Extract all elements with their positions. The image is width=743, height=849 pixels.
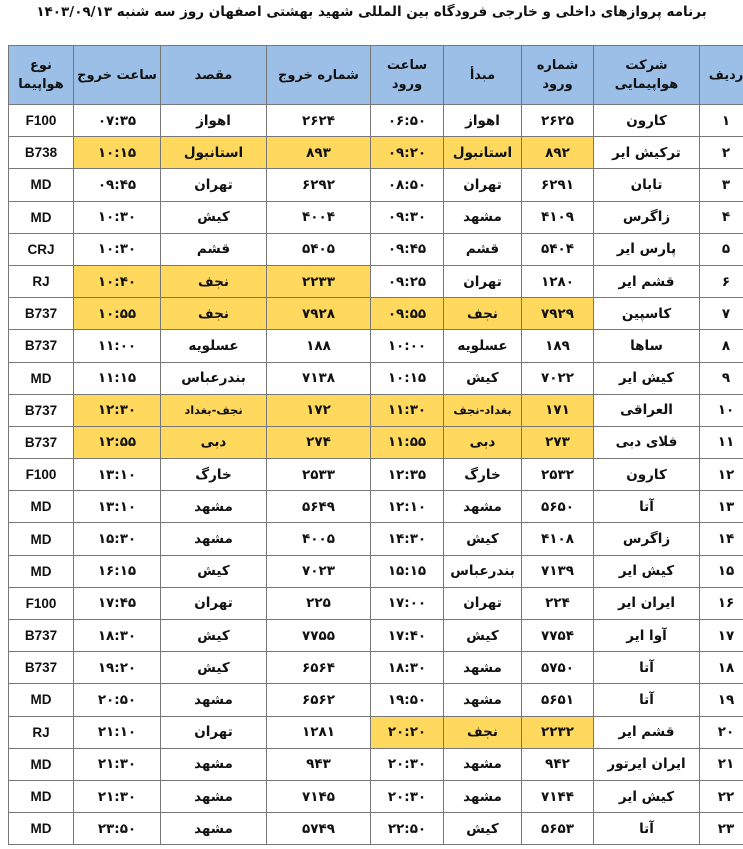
cell-airline: کاسپین bbox=[594, 298, 700, 330]
cell-arrival-number: ۷۰۲۲ bbox=[522, 362, 594, 394]
header-arrival-number: شماره ورود bbox=[522, 46, 594, 105]
cell-aircraft-type: MD bbox=[9, 748, 74, 780]
cell-arrival-time: ۱۷:۰۰ bbox=[371, 587, 444, 619]
table-row bbox=[9, 523, 743, 555]
table-row bbox=[9, 684, 743, 716]
cell-arrival-time: ۱۴:۳۰ bbox=[371, 523, 444, 555]
cell-airline: کارون bbox=[594, 105, 700, 137]
cell-arrival-number: ۲۵۳۲ bbox=[522, 459, 594, 491]
cell-arrival-time: ۲۲:۵۰ bbox=[371, 813, 444, 845]
table-row bbox=[9, 620, 743, 652]
cell-aircraft-type: MD bbox=[9, 813, 74, 845]
cell-departure-number: ۲۷۴ bbox=[267, 426, 371, 458]
cell-airline: کیش ایر bbox=[594, 780, 700, 812]
cell-departure-number: ۷۰۲۳ bbox=[267, 555, 371, 587]
cell-arrival-number: ۹۴۲ bbox=[522, 748, 594, 780]
cell-airline: العراقی bbox=[594, 394, 700, 426]
cell-arrival-time: ۱۷:۴۰ bbox=[371, 620, 444, 652]
cell-departure-time: ۱۲:۵۵ bbox=[74, 426, 161, 458]
cell-airline: فلای دبی bbox=[594, 426, 700, 458]
table-row bbox=[9, 298, 743, 330]
cell-arrival-time: ۲۰:۲۰ bbox=[371, 716, 444, 748]
cell-aircraft-type: F100 bbox=[9, 459, 74, 491]
table-row bbox=[9, 716, 743, 748]
cell-destination: تهران bbox=[161, 169, 267, 201]
cell-origin: کیش bbox=[444, 813, 522, 845]
table-row bbox=[9, 233, 743, 265]
cell-departure-time: ۲۱:۳۰ bbox=[74, 748, 161, 780]
cell-arrival-number: ۷۱۴۴ bbox=[522, 780, 594, 812]
flight-schedule-table bbox=[8, 45, 743, 845]
cell-airline: آوا ایر bbox=[594, 620, 700, 652]
cell-origin: خارگ bbox=[444, 459, 522, 491]
cell-airline: کیش ایر bbox=[594, 362, 700, 394]
cell-arrival-number: ۵۷۵۰ bbox=[522, 652, 594, 684]
cell-arrival-time: ۰۹:۲۵ bbox=[371, 265, 444, 297]
cell-arrival-time: ۲۰:۳۰ bbox=[371, 748, 444, 780]
table-row bbox=[9, 137, 743, 169]
cell-arrival-number: ۴۱۰۹ bbox=[522, 201, 594, 233]
cell-departure-time: ۰۹:۴۵ bbox=[74, 169, 161, 201]
cell-destination: نجف bbox=[161, 298, 267, 330]
cell-departure-number: ۷۷۵۵ bbox=[267, 620, 371, 652]
cell-destination: دبی bbox=[161, 426, 267, 458]
cell-departure-time: ۲۱:۱۰ bbox=[74, 716, 161, 748]
cell-origin: کیش bbox=[444, 523, 522, 555]
cell-aircraft-type: B737 bbox=[9, 298, 74, 330]
cell-departure-time: ۱۸:۳۰ bbox=[74, 620, 161, 652]
cell-row-number: ۱۴ bbox=[700, 523, 743, 555]
table-row bbox=[9, 748, 743, 780]
table-row bbox=[9, 652, 743, 684]
table-row bbox=[9, 813, 743, 845]
cell-arrival-time: ۰۹:۲۰ bbox=[371, 137, 444, 169]
cell-departure-time: ۱۱:۰۰ bbox=[74, 330, 161, 362]
cell-aircraft-type: B737 bbox=[9, 330, 74, 362]
cell-row-number: ۱۸ bbox=[700, 652, 743, 684]
table-row bbox=[9, 394, 743, 426]
cell-airline: قشم ایر bbox=[594, 265, 700, 297]
cell-airline: ساها bbox=[594, 330, 700, 362]
cell-row-number: ۱۰ bbox=[700, 394, 743, 426]
table-row bbox=[9, 555, 743, 587]
cell-departure-number: ۵۷۴۹ bbox=[267, 813, 371, 845]
cell-aircraft-type: MD bbox=[9, 169, 74, 201]
cell-origin: بندرعباس bbox=[444, 555, 522, 587]
cell-row-number: ۷ bbox=[700, 298, 743, 330]
cell-destination: قشم bbox=[161, 233, 267, 265]
cell-arrival-number: ۱۸۹ bbox=[522, 330, 594, 362]
cell-airline: تابان bbox=[594, 169, 700, 201]
cell-departure-time: ۱۱:۱۵ bbox=[74, 362, 161, 394]
cell-aircraft-type: RJ bbox=[9, 716, 74, 748]
cell-origin: بغداد-نجف bbox=[444, 394, 522, 426]
cell-aircraft-type: B737 bbox=[9, 426, 74, 458]
cell-departure-number: ۲۵۳۳ bbox=[267, 459, 371, 491]
cell-aircraft-type: F100 bbox=[9, 105, 74, 137]
cell-departure-number: ۱۷۲ bbox=[267, 394, 371, 426]
cell-departure-number: ۱۸۸ bbox=[267, 330, 371, 362]
cell-departure-number: ۲۶۲۴ bbox=[267, 105, 371, 137]
cell-departure-time: ۱۰:۵۵ bbox=[74, 298, 161, 330]
header-airline: شرکت هواپیمایی bbox=[594, 46, 700, 105]
cell-destination: نجف bbox=[161, 265, 267, 297]
cell-airline: زاگرس bbox=[594, 201, 700, 233]
cell-arrival-time: ۱۰:۱۵ bbox=[371, 362, 444, 394]
cell-origin: اهواز bbox=[444, 105, 522, 137]
header-row-number: ردیف bbox=[700, 46, 743, 105]
cell-destination: تهران bbox=[161, 587, 267, 619]
cell-row-number: ۸ bbox=[700, 330, 743, 362]
header-destination: مقصد bbox=[161, 46, 267, 105]
cell-departure-time: ۱۰:۴۰ bbox=[74, 265, 161, 297]
cell-arrival-number: ۷۱۳۹ bbox=[522, 555, 594, 587]
cell-aircraft-type: MD bbox=[9, 491, 74, 523]
cell-airline: ایران ایر bbox=[594, 587, 700, 619]
cell-destination: مشهد bbox=[161, 813, 267, 845]
cell-departure-number: ۶۲۹۲ bbox=[267, 169, 371, 201]
cell-row-number: ۱۹ bbox=[700, 684, 743, 716]
cell-departure-number: ۵۴۰۵ bbox=[267, 233, 371, 265]
cell-arrival-number: ۵۶۵۳ bbox=[522, 813, 594, 845]
cell-aircraft-type: CRJ bbox=[9, 233, 74, 265]
cell-departure-time: ۱۰:۳۰ bbox=[74, 233, 161, 265]
cell-destination: بندرعباس bbox=[161, 362, 267, 394]
cell-arrival-time: ۱۵:۱۵ bbox=[371, 555, 444, 587]
cell-airline: آتا bbox=[594, 813, 700, 845]
header-aircraft-type: نوع هواپیما bbox=[9, 46, 74, 105]
cell-row-number: ۱۶ bbox=[700, 587, 743, 619]
cell-departure-time: ۱۷:۴۵ bbox=[74, 587, 161, 619]
cell-row-number: ۱ bbox=[700, 105, 743, 137]
cell-arrival-time: ۱۲:۳۵ bbox=[371, 459, 444, 491]
table-row bbox=[9, 265, 743, 297]
cell-aircraft-type: MD bbox=[9, 201, 74, 233]
table-row bbox=[9, 459, 743, 491]
cell-airline: کیش ایر bbox=[594, 555, 700, 587]
cell-aircraft-type: MD bbox=[9, 684, 74, 716]
table-row bbox=[9, 169, 743, 201]
cell-destination: کیش bbox=[161, 201, 267, 233]
cell-destination: اهواز bbox=[161, 105, 267, 137]
cell-origin: کیش bbox=[444, 620, 522, 652]
cell-aircraft-type: MD bbox=[9, 780, 74, 812]
cell-row-number: ۲۰ bbox=[700, 716, 743, 748]
cell-row-number: ۱۷ bbox=[700, 620, 743, 652]
cell-departure-number: ۵۶۴۹ bbox=[267, 491, 371, 523]
cell-departure-number: ۷۹۲۸ bbox=[267, 298, 371, 330]
cell-destination: کیش bbox=[161, 620, 267, 652]
cell-origin: مشهد bbox=[444, 684, 522, 716]
cell-origin: مشهد bbox=[444, 748, 522, 780]
cell-arrival-time: ۰۹:۴۵ bbox=[371, 233, 444, 265]
cell-departure-number: ۲۲۵ bbox=[267, 587, 371, 619]
cell-destination: تهران bbox=[161, 716, 267, 748]
cell-departure-time: ۱۰:۱۵ bbox=[74, 137, 161, 169]
cell-departure-time: ۱۵:۳۰ bbox=[74, 523, 161, 555]
cell-row-number: ۱۵ bbox=[700, 555, 743, 587]
cell-arrival-time: ۱۹:۵۰ bbox=[371, 684, 444, 716]
cell-row-number: ۶ bbox=[700, 265, 743, 297]
cell-destination: مشهد bbox=[161, 780, 267, 812]
table-row bbox=[9, 201, 743, 233]
cell-origin: تهران bbox=[444, 587, 522, 619]
table-row bbox=[9, 491, 743, 523]
cell-row-number: ۳ bbox=[700, 169, 743, 201]
cell-row-number: ۲۲ bbox=[700, 780, 743, 812]
cell-origin: نجف bbox=[444, 298, 522, 330]
cell-row-number: ۱۱ bbox=[700, 426, 743, 458]
table-row bbox=[9, 362, 743, 394]
cell-arrival-number: ۸۹۲ bbox=[522, 137, 594, 169]
cell-departure-time: ۱۰:۳۰ bbox=[74, 201, 161, 233]
cell-arrival-number: ۲۶۲۵ bbox=[522, 105, 594, 137]
cell-destination: کیش bbox=[161, 555, 267, 587]
header-departure-time: ساعت خروج bbox=[74, 46, 161, 105]
header-departure-number: شماره خروج bbox=[267, 46, 371, 105]
cell-aircraft-type: F100 bbox=[9, 587, 74, 619]
cell-origin: استانبول bbox=[444, 137, 522, 169]
cell-airline: آتا bbox=[594, 491, 700, 523]
cell-aircraft-type: B737 bbox=[9, 394, 74, 426]
cell-destination: مشهد bbox=[161, 523, 267, 555]
cell-aircraft-type: RJ bbox=[9, 265, 74, 297]
cell-destination: کیش bbox=[161, 652, 267, 684]
cell-arrival-number: ۲۷۳ bbox=[522, 426, 594, 458]
page-title: برنامه پروازهای داخلی و خارجی فرودگاه بین المللی شهید بهشتی اصفهان روز سه شنبه ۱۴۰۳/۰۹/۱۳ bbox=[36, 4, 707, 20]
table-row bbox=[9, 426, 743, 458]
table-row bbox=[9, 330, 743, 362]
cell-arrival-time: ۰۹:۵۵ bbox=[371, 298, 444, 330]
cell-departure-time: ۱۹:۲۰ bbox=[74, 652, 161, 684]
cell-arrival-number: ۱۷۱ bbox=[522, 394, 594, 426]
cell-arrival-number: ۲۲۴ bbox=[522, 587, 594, 619]
cell-arrival-time: ۲۰:۳۰ bbox=[371, 780, 444, 812]
cell-departure-time: ۱۲:۳۰ bbox=[74, 394, 161, 426]
cell-departure-time: ۲۳:۵۰ bbox=[74, 813, 161, 845]
table-header-row bbox=[9, 46, 743, 105]
cell-airline: ایران ایرتور bbox=[594, 748, 700, 780]
cell-origin: تهران bbox=[444, 169, 522, 201]
cell-arrival-time: ۱۰:۰۰ bbox=[371, 330, 444, 362]
cell-airline: آتا bbox=[594, 684, 700, 716]
cell-aircraft-type: B737 bbox=[9, 652, 74, 684]
cell-airline: پارس ایر bbox=[594, 233, 700, 265]
cell-destination: مشهد bbox=[161, 491, 267, 523]
cell-row-number: ۵ bbox=[700, 233, 743, 265]
cell-arrival-time: ۱۲:۱۰ bbox=[371, 491, 444, 523]
cell-departure-number: ۹۴۳ bbox=[267, 748, 371, 780]
cell-arrival-time: ۰۹:۳۰ bbox=[371, 201, 444, 233]
cell-arrival-time: ۱۸:۳۰ bbox=[371, 652, 444, 684]
table-row bbox=[9, 780, 743, 812]
cell-row-number: ۲ bbox=[700, 137, 743, 169]
cell-departure-number: ۴۰۰۵ bbox=[267, 523, 371, 555]
cell-airline: کارون bbox=[594, 459, 700, 491]
cell-departure-time: ۱۶:۱۵ bbox=[74, 555, 161, 587]
cell-origin: تهران bbox=[444, 265, 522, 297]
cell-arrival-number: ۷۹۲۹ bbox=[522, 298, 594, 330]
cell-destination: استانبول bbox=[161, 137, 267, 169]
cell-row-number: ۲۳ bbox=[700, 813, 743, 845]
cell-departure-number: ۴۰۰۴ bbox=[267, 201, 371, 233]
cell-row-number: ۹ bbox=[700, 362, 743, 394]
cell-destination: مشهد bbox=[161, 684, 267, 716]
cell-arrival-number: ۷۷۵۴ bbox=[522, 620, 594, 652]
cell-arrival-number: ۶۲۹۱ bbox=[522, 169, 594, 201]
cell-arrival-time: ۰۶:۵۰ bbox=[371, 105, 444, 137]
cell-aircraft-type: B737 bbox=[9, 620, 74, 652]
cell-departure-number: ۲۲۳۳ bbox=[267, 265, 371, 297]
cell-origin: مشهد bbox=[444, 780, 522, 812]
cell-row-number: ۲۱ bbox=[700, 748, 743, 780]
header-origin: مبدأ bbox=[444, 46, 522, 105]
header-arrival-time: ساعت ورود bbox=[371, 46, 444, 105]
table-row bbox=[9, 105, 743, 137]
cell-origin: مشهد bbox=[444, 491, 522, 523]
cell-departure-number: ۶۵۶۲ bbox=[267, 684, 371, 716]
cell-row-number: ۱۳ bbox=[700, 491, 743, 523]
cell-arrival-number: ۵۶۵۱ bbox=[522, 684, 594, 716]
cell-destination: نجف-بغداد bbox=[161, 394, 267, 426]
cell-departure-time: ۱۳:۱۰ bbox=[74, 491, 161, 523]
cell-departure-number: ۶۵۶۴ bbox=[267, 652, 371, 684]
cell-departure-number: ۱۲۸۱ bbox=[267, 716, 371, 748]
cell-departure-time: ۰۷:۳۵ bbox=[74, 105, 161, 137]
cell-departure-number: ۸۹۳ bbox=[267, 137, 371, 169]
cell-aircraft-type: MD bbox=[9, 555, 74, 587]
cell-arrival-number: ۵۶۵۰ bbox=[522, 491, 594, 523]
cell-departure-number: ۷۱۳۸ bbox=[267, 362, 371, 394]
cell-departure-time: ۲۰:۵۰ bbox=[74, 684, 161, 716]
cell-row-number: ۴ bbox=[700, 201, 743, 233]
cell-arrival-time: ۰۸:۵۰ bbox=[371, 169, 444, 201]
cell-origin: قشم bbox=[444, 233, 522, 265]
cell-aircraft-type: MD bbox=[9, 523, 74, 555]
cell-arrival-number: ۱۲۸۰ bbox=[522, 265, 594, 297]
cell-arrival-number: ۲۲۳۲ bbox=[522, 716, 594, 748]
cell-destination: خارگ bbox=[161, 459, 267, 491]
cell-airline: آتا bbox=[594, 652, 700, 684]
cell-arrival-time: ۱۱:۳۰ bbox=[371, 394, 444, 426]
cell-arrival-time: ۱۱:۵۵ bbox=[371, 426, 444, 458]
cell-airline: قشم ایر bbox=[594, 716, 700, 748]
cell-aircraft-type: B738 bbox=[9, 137, 74, 169]
cell-airline: زاگرس bbox=[594, 523, 700, 555]
table-row bbox=[9, 587, 743, 619]
cell-origin: مشهد bbox=[444, 652, 522, 684]
cell-departure-number: ۷۱۴۵ bbox=[267, 780, 371, 812]
cell-destination: مشهد bbox=[161, 748, 267, 780]
cell-departure-time: ۱۳:۱۰ bbox=[74, 459, 161, 491]
cell-origin: مشهد bbox=[444, 201, 522, 233]
cell-destination: عسلویه bbox=[161, 330, 267, 362]
cell-origin: کیش bbox=[444, 362, 522, 394]
cell-origin: نجف bbox=[444, 716, 522, 748]
cell-arrival-number: ۵۴۰۴ bbox=[522, 233, 594, 265]
cell-arrival-number: ۴۱۰۸ bbox=[522, 523, 594, 555]
cell-airline: ترکیش ایر bbox=[594, 137, 700, 169]
cell-origin: دبی bbox=[444, 426, 522, 458]
cell-row-number: ۱۲ bbox=[700, 459, 743, 491]
cell-origin: عسلویه bbox=[444, 330, 522, 362]
cell-departure-time: ۲۱:۳۰ bbox=[74, 780, 161, 812]
cell-aircraft-type: MD bbox=[9, 362, 74, 394]
